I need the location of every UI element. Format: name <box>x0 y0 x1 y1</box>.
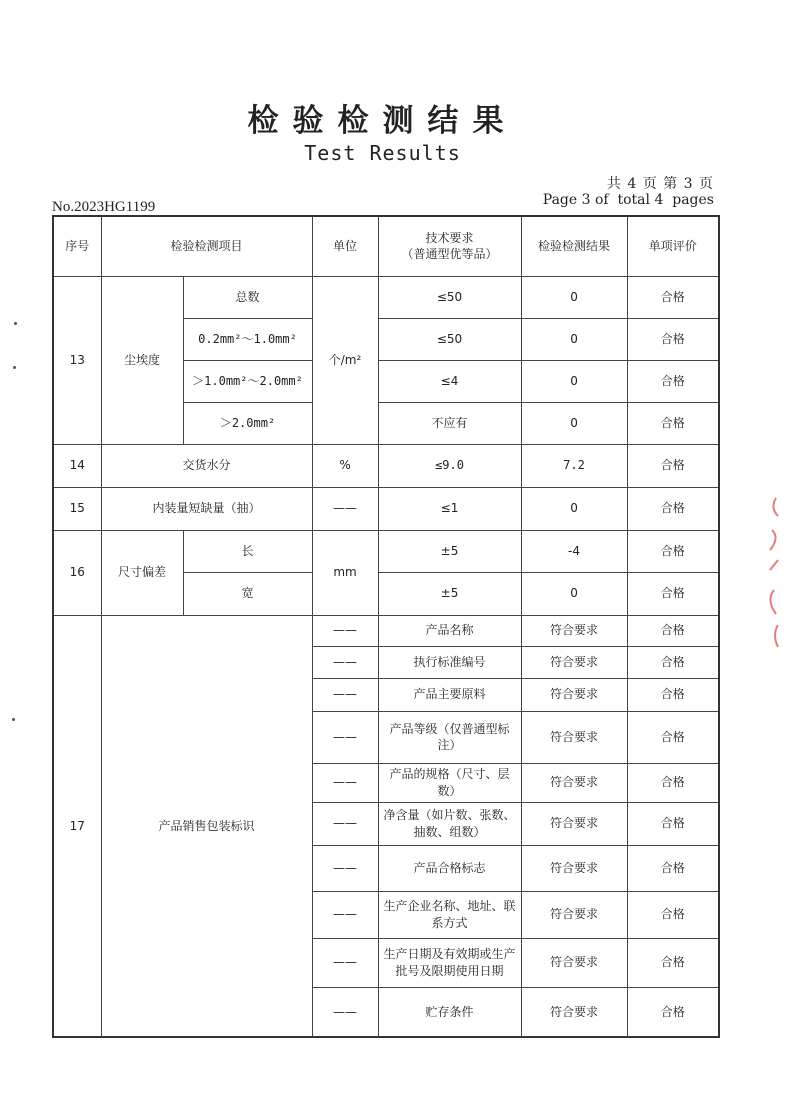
row-item-name: 尺寸偏差 <box>101 530 183 615</box>
row-subitem: ＞2.0mm² <box>183 402 312 444</box>
row-unit: —— <box>312 615 378 646</box>
row-requirement: ≤50 <box>378 318 521 360</box>
row-unit: —— <box>312 891 378 938</box>
row-item-name: 产品销售包装标识 <box>101 615 312 1037</box>
row-result: 符合要求 <box>521 891 627 938</box>
row-result: 0 <box>521 360 627 402</box>
row-result: 符合要求 <box>521 938 627 987</box>
red-seal-fragment <box>758 490 784 660</box>
row-subitem: 0.2mm²～1.0mm² <box>183 318 312 360</box>
row-result: 符合要求 <box>521 646 627 678</box>
row-verdict: 合格 <box>627 711 719 763</box>
table-row <box>53 615 719 646</box>
row-result: 0 <box>521 276 627 318</box>
row-item-name: 尘埃度 <box>101 276 183 444</box>
scan-speck <box>13 366 16 369</box>
page-indicator-cn: 共 4 页 第 3 页 <box>606 176 714 192</box>
row-verdict: 合格 <box>627 444 719 487</box>
row-requirement: 产品名称 <box>378 615 521 646</box>
row-requirement: 贮存条件 <box>378 987 521 1037</box>
row-requirement: 不应有 <box>378 402 521 444</box>
row-requirement: ±5 <box>378 530 521 572</box>
row-verdict: 合格 <box>627 572 719 615</box>
col-header-seq: 序号 <box>53 216 101 276</box>
scan-speck <box>12 718 15 721</box>
col-header-requirement <box>378 216 521 276</box>
row-verdict: 合格 <box>627 402 719 444</box>
row-verdict: 合格 <box>627 845 719 891</box>
row-result: 符合要求 <box>521 987 627 1037</box>
requirement-header-line1: 技术要求 <box>425 231 474 246</box>
row-verdict: 合格 <box>627 530 719 572</box>
row-unit: —— <box>312 802 378 845</box>
document-title-cn: 检验检测结果 <box>247 103 518 139</box>
results-table <box>52 215 720 1038</box>
row-requirement: ≤9.0 <box>378 444 521 487</box>
row-seq: 13 <box>53 276 101 444</box>
document-title-en: Test Results <box>304 141 461 165</box>
row-unit: % <box>312 444 378 487</box>
requirement-header-line2: （普通型优等品） <box>401 247 498 262</box>
row-subitem: ＞1.0mm²～2.0mm² <box>183 360 312 402</box>
row-result: -4 <box>521 530 627 572</box>
row-requirement: 产品合格标志 <box>378 845 521 891</box>
row-item-name: 交货水分 <box>101 444 312 487</box>
row-result: 0 <box>521 402 627 444</box>
scan-speck <box>14 322 17 325</box>
table-row <box>53 276 719 318</box>
row-seq: 14 <box>53 444 101 487</box>
row-verdict: 合格 <box>627 987 719 1037</box>
col-header-item: 检验检测项目 <box>101 216 312 276</box>
row-requirement: ≤4 <box>378 360 521 402</box>
row-unit: —— <box>312 711 378 763</box>
row-unit: —— <box>312 646 378 678</box>
row-requirement: ≤50 <box>378 276 521 318</box>
row-result: 符合要求 <box>521 678 627 711</box>
row-result: 0 <box>521 318 627 360</box>
row-verdict: 合格 <box>627 487 719 530</box>
table-header-row <box>53 216 719 276</box>
row-verdict: 合格 <box>627 318 719 360</box>
row-unit: —— <box>312 845 378 891</box>
page-indicator-en: Page 3 of total 4 pages <box>542 192 714 208</box>
table-row <box>53 444 719 487</box>
row-requirement: 净含量（如片数、张数、抽数、组数） <box>378 802 521 845</box>
row-verdict: 合格 <box>627 938 719 987</box>
row-unit: —— <box>312 763 378 802</box>
row-result: 符合要求 <box>521 763 627 802</box>
row-item-name: 内装量短缺量（抽） <box>101 487 312 530</box>
row-requirement: 产品的规格（尺寸、层数） <box>378 763 521 802</box>
row-result: 0 <box>521 487 627 530</box>
row-requirement: 产品等级（仅普通型标注） <box>378 711 521 763</box>
row-verdict: 合格 <box>627 276 719 318</box>
row-result: 符合要求 <box>521 802 627 845</box>
row-seq: 15 <box>53 487 101 530</box>
row-requirement: 生产日期及有效期或生产批号及限期使用日期 <box>378 938 521 987</box>
row-result: 符合要求 <box>521 845 627 891</box>
row-unit: —— <box>312 987 378 1037</box>
row-result: 符合要求 <box>521 711 627 763</box>
row-unit: —— <box>312 938 378 987</box>
row-requirement: 生产企业名称、地址、联系方式 <box>378 891 521 938</box>
row-subitem: 宽 <box>183 572 312 615</box>
row-unit: —— <box>312 678 378 711</box>
row-seq: 17 <box>53 615 101 1037</box>
row-verdict: 合格 <box>627 646 719 678</box>
row-verdict: 合格 <box>627 763 719 802</box>
row-unit: —— <box>312 487 378 530</box>
row-verdict: 合格 <box>627 802 719 845</box>
row-verdict: 合格 <box>627 891 719 938</box>
row-seq: 16 <box>53 530 101 615</box>
table-row <box>53 487 719 530</box>
table-row <box>53 530 719 572</box>
row-requirement: ≤1 <box>378 487 521 530</box>
col-header-result: 检验检测结果 <box>521 216 627 276</box>
row-subitem: 总数 <box>183 276 312 318</box>
row-subitem: 长 <box>183 530 312 572</box>
row-result: 7.2 <box>521 444 627 487</box>
row-unit: mm <box>312 530 378 615</box>
row-verdict: 合格 <box>627 615 719 646</box>
row-verdict: 合格 <box>627 678 719 711</box>
row-requirement: 产品主要原料 <box>378 678 521 711</box>
row-requirement: 执行标准编号 <box>378 646 521 678</box>
col-header-unit: 单位 <box>312 216 378 276</box>
row-requirement: ±5 <box>378 572 521 615</box>
report-number: No.2023HG1199 <box>52 199 156 215</box>
row-result: 0 <box>521 572 627 615</box>
row-unit: 个/m² <box>312 276 378 444</box>
row-verdict: 合格 <box>627 360 719 402</box>
col-header-verdict: 单项评价 <box>627 216 719 276</box>
row-result: 符合要求 <box>521 615 627 646</box>
